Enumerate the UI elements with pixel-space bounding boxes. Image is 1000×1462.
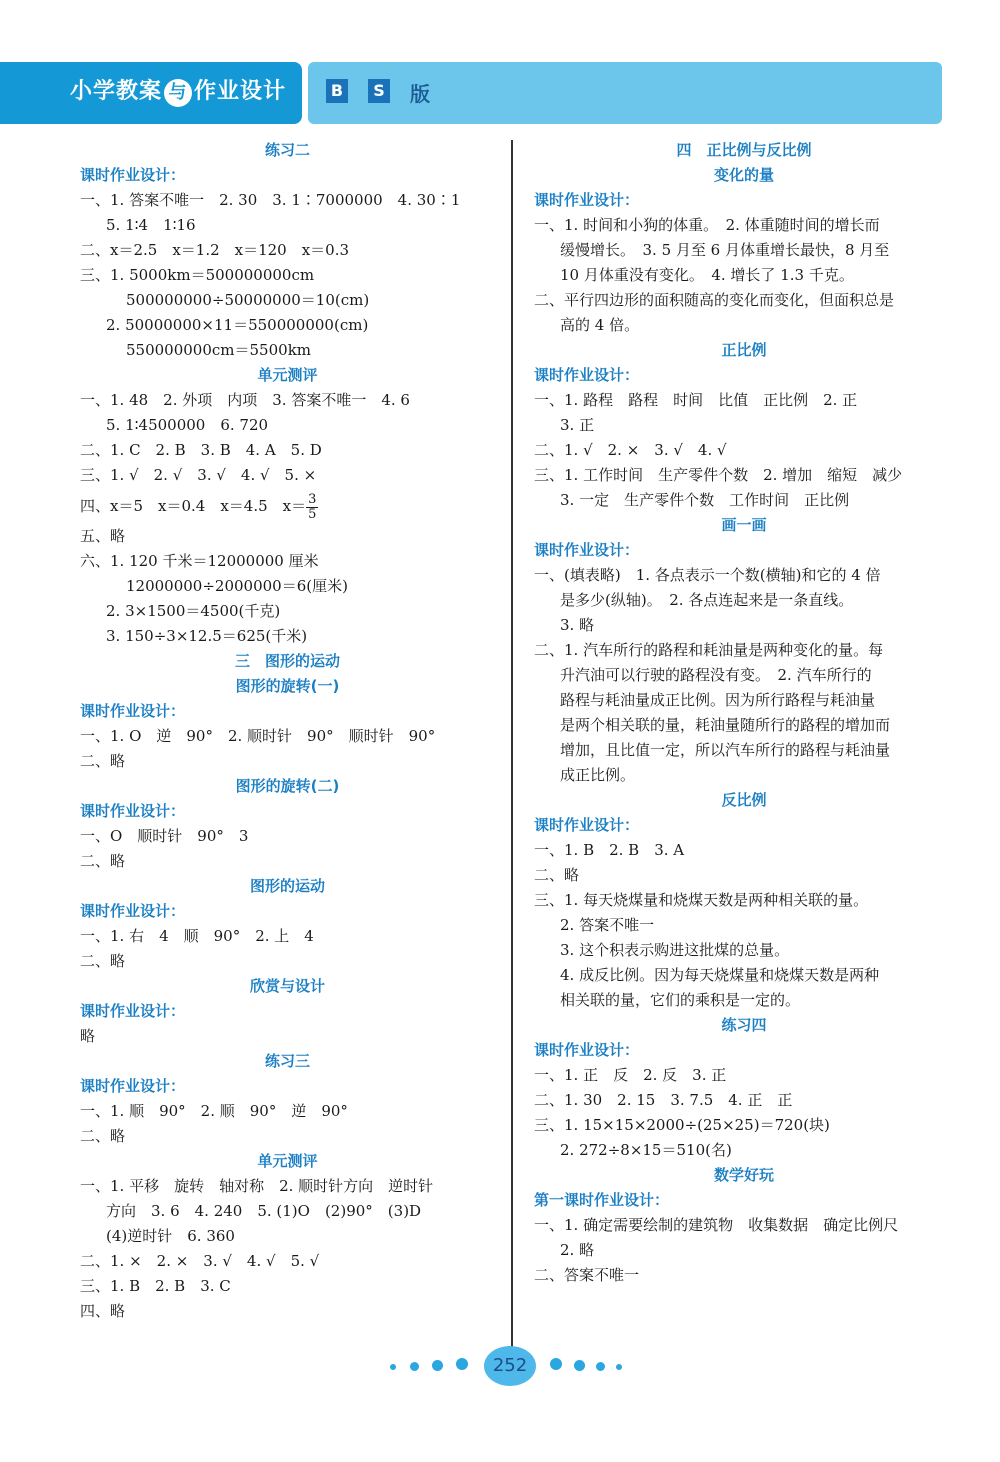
answer-line-text: 六、1. 120 千米＝12000000 厘米: [80, 552, 319, 570]
answer-line-text: 二、答案不唯一: [534, 1266, 640, 1284]
column-divider: [511, 140, 513, 1350]
section-heading-text: 反比例: [721, 791, 767, 809]
answer-line: [80, 1249, 495, 1274]
answer-line: [80, 213, 495, 238]
section-heading-text: 练习四: [721, 1016, 767, 1034]
section-heading-text: 三 图形的运动: [234, 652, 340, 670]
answer-line: [80, 438, 495, 463]
section-heading-text: 变化的量: [713, 166, 774, 184]
section-heading: [534, 138, 954, 163]
section-heading-text: 单元测评: [257, 1152, 318, 1170]
subsection-label-text: 课时作业设计：: [80, 166, 186, 184]
answer-line-text: 三、1. B 2. B 3. C: [80, 1277, 231, 1295]
section-heading: [534, 163, 954, 188]
answer-line-text: 3. 一定 生产零件个数 工作时间 正比例: [560, 491, 850, 509]
answer-line: [80, 313, 495, 338]
answer-line: [80, 263, 495, 288]
answer-line-text: 二、略: [80, 952, 126, 970]
subsection-label-text: 课时作业设计：: [534, 191, 640, 209]
answer-line: [534, 1063, 954, 1088]
subsection-label: [534, 538, 954, 563]
answer-line-text: 2. 3×1500＝4500(千克): [106, 602, 281, 620]
section-heading-text: 图形的运动: [249, 877, 325, 895]
answer-line-text: 四、略: [80, 1302, 126, 1320]
header-edition-bar: [308, 62, 942, 124]
decor-dot: [456, 1358, 468, 1370]
answer-line-text: 增加，且比值一定，所以汽车所行的路程与耗油量: [560, 741, 891, 759]
answer-line-text: 三、1. 15×15×2000÷(25×25)＝720(块): [534, 1116, 830, 1134]
answer-line: [534, 563, 954, 588]
decor-dot: [550, 1358, 562, 1370]
answer-line-text: 二、略: [80, 752, 126, 770]
decor-dot: [390, 1364, 396, 1370]
answer-line: [80, 188, 495, 213]
answer-line: [534, 238, 954, 263]
answer-line: [534, 438, 954, 463]
answer-line: [534, 313, 954, 338]
decor-dot: [596, 1362, 605, 1371]
answer-line: [80, 338, 495, 363]
answer-line-text: 一、1. O 逆 90° 2. 顺时针 90° 顺时针 90°: [80, 727, 436, 745]
section-heading: [534, 788, 954, 813]
answer-line: [80, 238, 495, 263]
answer-line: [534, 1138, 954, 1163]
answer-line: [80, 1174, 495, 1199]
answer-line: [80, 288, 495, 313]
fraction-denominator: 5: [308, 506, 317, 522]
decor-dot: [410, 1362, 419, 1371]
answer-line-text: 略: [80, 1027, 96, 1045]
edition-label: 版: [410, 82, 430, 106]
answer-line: [534, 938, 954, 963]
answer-line-text: 3. 这个积表示购进这批煤的总量。: [560, 941, 790, 959]
answer-line: [80, 1199, 495, 1224]
answer-line-text: 五、略: [80, 527, 126, 545]
subsection-label: [534, 1188, 954, 1213]
subsection-label-text: 课时作业设计：: [534, 816, 640, 834]
section-heading-text: 练习二: [264, 141, 310, 159]
answer-line-text: (4)逆时针 6. 360: [106, 1227, 235, 1245]
answer-line: [534, 988, 954, 1013]
answer-line: [534, 838, 954, 863]
answer-line-text: 二、1. 汽车所行的路程和耗油量是两种变化的量。每: [534, 641, 884, 659]
answer-line: [80, 413, 495, 438]
answer-line-text: 三、1. 每天烧煤量和烧煤天数是两种相关联的量。: [534, 891, 869, 909]
answer-line-text: 二、略: [80, 852, 126, 870]
decor-dot: [574, 1360, 585, 1371]
subsection-label-text: 课时作业设计：: [534, 1041, 640, 1059]
answer-line-text: 一、1. 时间和小狗的体重。 2. 体重随时间的增长而: [534, 216, 880, 234]
answer-line: [80, 1299, 495, 1324]
answer-line-text: 二、1. 30 2. 15 3. 7.5 4. 正 正: [534, 1091, 793, 1109]
answer-line: [80, 599, 495, 624]
answer-line: [534, 1113, 954, 1138]
subsection-label-text: 第一课时作业设计：: [534, 1191, 670, 1209]
subsection-label: [80, 1074, 495, 1099]
answer-line-text: 三、1. 5000km＝500000000cm: [80, 266, 315, 284]
answer-line-text: 二、1. C 2. B 3. B 4. A 5. D: [80, 441, 322, 459]
answer-line-text: 四、x＝5 x＝0.4 x＝4.5 x＝: [80, 497, 307, 515]
section-heading: [80, 974, 495, 999]
section-heading: [534, 513, 954, 538]
section-heading: [534, 1163, 954, 1188]
answer-line-text: 二、1. √ 2. × 3. √ 4. √: [534, 441, 727, 459]
subsection-label: [80, 999, 495, 1024]
answer-line: [80, 388, 495, 413]
decor-dot: [616, 1364, 622, 1370]
answer-line: [80, 824, 495, 849]
section-heading: [80, 674, 495, 699]
answer-line-text: 路程与耗油量成正比例。因为所行路程与耗油量: [560, 691, 876, 709]
answer-line-text: 4. 成反比例。因为每天烧煤量和烧煤天数是两种: [560, 966, 880, 984]
answer-line-text: 一、1. B 2. B 3. A: [534, 841, 685, 859]
answer-line: [534, 863, 954, 888]
section-heading: [80, 874, 495, 899]
answer-line-text: 一、1. 路程 路程 时间 比值 正比例 2. 正: [534, 391, 858, 409]
subsection-label: [534, 188, 954, 213]
answer-line-text: 5. 1∶4 1∶16: [106, 216, 196, 234]
answer-line: [534, 613, 954, 638]
section-heading-text: 四 正比例与反比例: [676, 141, 812, 159]
answer-line: [80, 924, 495, 949]
subsection-label: [80, 899, 495, 924]
answer-line-text: 一、1. 48 2. 外项 内项 3. 答案不唯一 4. 6: [80, 391, 410, 409]
answer-line: [534, 888, 954, 913]
answer-line-text: 二、略: [534, 866, 580, 884]
subsection-label: [534, 363, 954, 388]
answer-line-text: 一、O 顺时针 90° 3: [80, 827, 249, 845]
section-heading: [80, 138, 495, 163]
subsection-label: [534, 813, 954, 838]
answer-line: [534, 263, 954, 288]
answer-line: [80, 463, 495, 488]
book-title-part-2: 作业设计: [194, 79, 287, 104]
section-heading-text: 练习三: [264, 1052, 310, 1070]
answer-line-text: 成正比例。: [560, 766, 636, 784]
answer-line: [80, 1124, 495, 1149]
answer-line-text: 3. 正: [560, 416, 595, 434]
fraction-numerator: 3: [308, 491, 317, 507]
answer-line: [534, 738, 954, 763]
answer-line: [534, 488, 954, 513]
answer-line: [80, 574, 495, 599]
answer-line-text: 2. 272÷8×15＝510(名): [560, 1141, 732, 1159]
edition-badge-b: B: [326, 79, 348, 103]
book-title-part-1: 小学教案: [70, 79, 163, 104]
answer-line: [80, 1024, 495, 1049]
answer-line-text: 一、1. 正 反 2. 反 3. 正: [534, 1066, 727, 1084]
answer-line-text: 方向 3. 6 4. 240 5. (1)O (2)90° (3)D: [106, 1202, 422, 1220]
book-title-yu-icon: 与: [164, 79, 192, 107]
section-heading-text: 单元测评: [257, 366, 318, 384]
answer-line: [80, 949, 495, 974]
decor-dot: [432, 1360, 443, 1371]
answer-line: [80, 488, 495, 524]
subsection-label-text: 课时作业设计：: [80, 1077, 186, 1095]
answer-line-text: 550000000cm＝5500km: [126, 341, 312, 359]
section-heading: [534, 1013, 954, 1038]
subsection-label-text: 课时作业设计：: [80, 902, 186, 920]
answer-line-text: 三、1. 工作时间 生产零件个数 2. 增加 缩短 减少: [534, 466, 903, 484]
answer-line: [534, 1088, 954, 1113]
page-footer: [380, 1342, 640, 1392]
answer-line-text: 一、1. 平移 旋转 轴对称 2. 顺时针方向 逆时针: [80, 1177, 434, 1195]
answer-line-text: 二、平行四边形的面积随高的变化而变化，但面积总是: [534, 291, 895, 309]
answer-line-text: 10 月体重没有变化。 4. 增长了 1.3 千克。: [560, 266, 854, 284]
answer-line: [534, 713, 954, 738]
section-heading: [80, 363, 495, 388]
section-heading-text: 数学好玩: [713, 1166, 774, 1184]
answer-line-text: 2. 50000000×11＝550000000(cm): [106, 316, 369, 334]
section-heading-text: 画一画: [721, 516, 767, 534]
answer-line: [534, 963, 954, 988]
answer-line: [534, 288, 954, 313]
answer-line-text: 5. 1∶4500000 6. 720: [106, 416, 269, 434]
answer-line-text: 12000000÷2000000＝6(厘米): [126, 577, 348, 595]
answer-line: [534, 413, 954, 438]
section-heading: [80, 649, 495, 674]
answer-line: [80, 524, 495, 549]
answer-line-text: 升汽油可以行驶的路程没有变。 2. 汽车所行的: [560, 666, 872, 684]
answer-line-text: 一、1. 右 4 顺 90° 2. 上 4: [80, 927, 314, 945]
answer-line-text: 3. 150÷3×12.5＝625(千米): [106, 627, 308, 645]
answer-line-text: 三、1. √ 2. √ 3. √ 4. √ 5. ×: [80, 466, 317, 484]
answer-line-text: 二、1. × 2. × 3. √ 4. √ 5. √: [80, 1252, 320, 1270]
answer-line: [534, 763, 954, 788]
answer-line: [534, 213, 954, 238]
answer-line: [534, 913, 954, 938]
edition-badge-s: S: [368, 79, 390, 103]
answer-line-text: 一、1. 顺 90° 2. 顺 90° 逆 90°: [80, 1102, 348, 1120]
answer-line-text: 一、(填表略) 1. 各点表示一个数(横轴)和它的 4 倍: [534, 566, 881, 584]
answer-line: [80, 1099, 495, 1124]
section-heading: [80, 1149, 495, 1174]
answer-line-text: 是多少(纵轴)。 2. 各点连起来是一条直线。: [560, 591, 854, 609]
answer-line: [80, 724, 495, 749]
answer-line: [80, 1224, 495, 1249]
answer-line-text: 一、1. 答案不唯一 2. 30 3. 1∶7000000 4. 30∶1: [80, 191, 461, 209]
answer-line: [80, 1274, 495, 1299]
right-column: [534, 138, 954, 1288]
answer-line: [80, 749, 495, 774]
subsection-label-text: 课时作业设计：: [80, 1002, 186, 1020]
answer-line-text: 二、x＝2.5 x＝1.2 x＝120 x＝0.3: [80, 241, 350, 259]
answer-line-text: 二、略: [80, 1127, 126, 1145]
answer-line-text: 相关联的量，它们的乘积是一定的。: [560, 991, 801, 1009]
section-heading: [80, 1049, 495, 1074]
section-heading-text: 图形的旋转(一): [235, 677, 340, 695]
subsection-label: [80, 163, 495, 188]
answer-line-text: 500000000÷50000000＝10(cm): [126, 291, 370, 309]
header-title-bar: [0, 62, 302, 124]
subsection-label-text: 课时作业设计：: [534, 541, 640, 559]
answer-line-text: 2. 略: [560, 1241, 595, 1259]
answer-line: [534, 638, 954, 663]
subsection-label: [80, 799, 495, 824]
answer-line: [534, 463, 954, 488]
answer-line-text: 缓慢增长。 3. 5 月至 6 月体重增长最快，8 月至: [560, 241, 890, 259]
answer-line: [534, 663, 954, 688]
left-column: [80, 138, 495, 1324]
answer-line-text: 是两个相关联的量，耗油量随所行的路程的增加而: [560, 716, 891, 734]
answer-line-text: 一、1. 确定需要绘制的建筑物 收集数据 确定比例尺: [534, 1216, 899, 1234]
section-heading-text: 欣赏与设计: [249, 977, 325, 995]
subsection-label-text: 课时作业设计：: [80, 702, 186, 720]
answer-line: [534, 688, 954, 713]
answer-line: [534, 1263, 954, 1288]
answer-line: [80, 549, 495, 574]
fraction: [306, 493, 318, 522]
answer-line: [80, 624, 495, 649]
answer-line: [80, 849, 495, 874]
answer-line-text: 高的 4 倍。: [560, 316, 640, 334]
page-header: [0, 62, 1000, 124]
answer-line: [534, 588, 954, 613]
subsection-label-text: 课时作业设计：: [534, 366, 640, 384]
page-number: 252: [484, 1346, 536, 1386]
section-heading-text: 正比例: [721, 341, 767, 359]
answer-line: [534, 388, 954, 413]
subsection-label: [534, 1038, 954, 1063]
answer-line: [534, 1213, 954, 1238]
subsection-label: [80, 699, 495, 724]
book-title: [70, 74, 286, 107]
answer-line: [534, 1238, 954, 1263]
section-heading: [80, 774, 495, 799]
answer-line-text: 2. 答案不唯一: [560, 916, 655, 934]
section-heading: [534, 338, 954, 363]
answer-line-text: 3. 略: [560, 616, 595, 634]
section-heading-text: 图形的旋转(二): [235, 777, 340, 795]
subsection-label-text: 课时作业设计：: [80, 802, 186, 820]
